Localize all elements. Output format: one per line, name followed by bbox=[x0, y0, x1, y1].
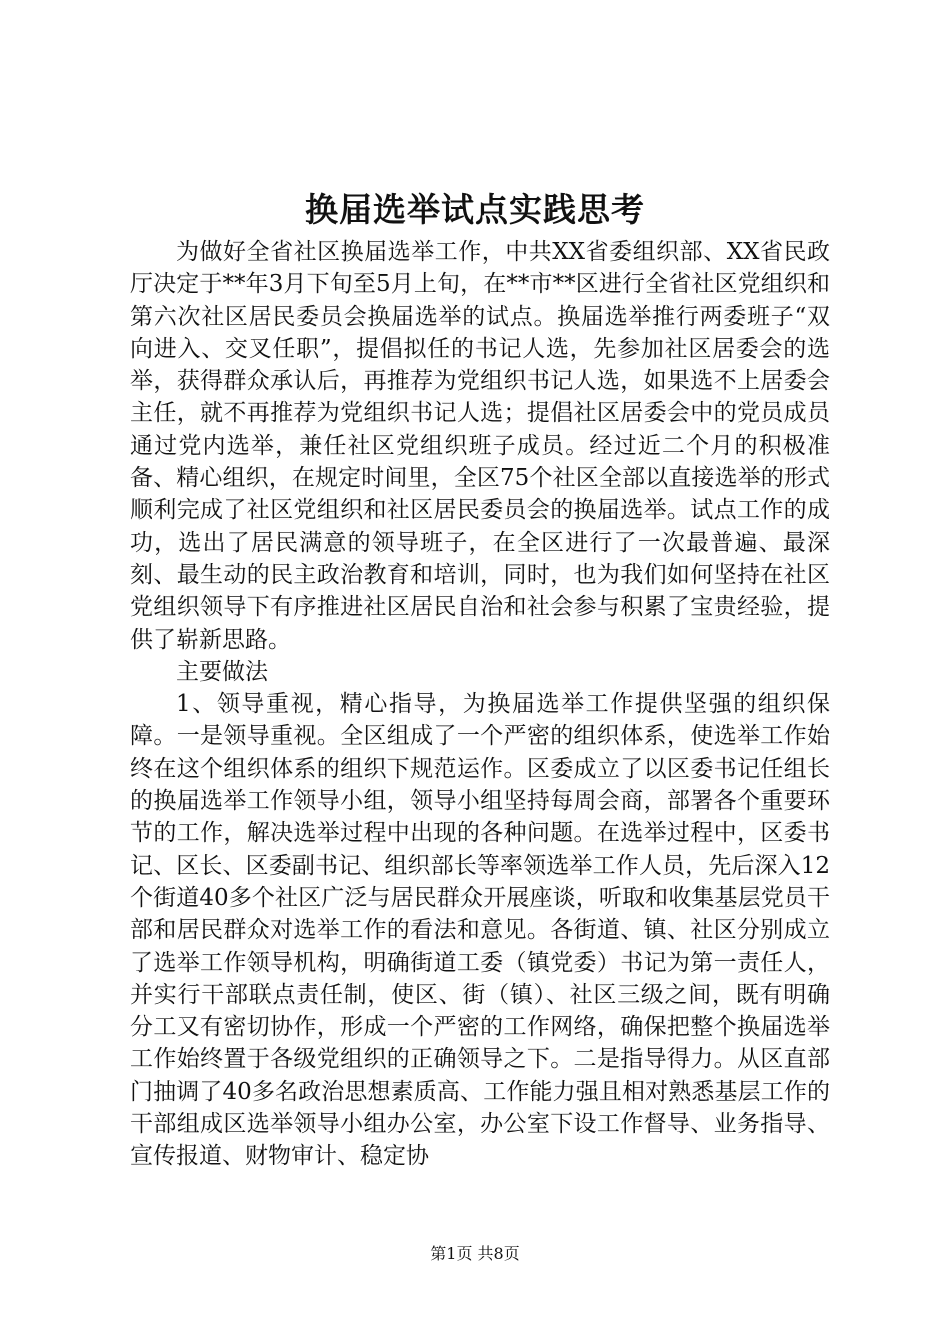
section-heading-main-practices: 主要做法 bbox=[176, 658, 268, 685]
paragraph-leadership: 1、领导重视，精心指导，为换届选举工作提供坚强的组织保障。一是领导重视。全区组成了一个严密的组织体系，使选举工作始终在这个组织体系的组织下规范运作。区委成立了以区委书记任组长的换届选举工作领导小组，领导小组坚持每周会商，部署各个重要环节的工作，解决选举过程中出现的各种问题。在选举过程中，区委书记、区长、区委副书记、组织部长等率领选举工作人员，先后深入12个街道40多个社区广泛与居民群众开展座谈，听取和收集基层党员干部和居民群众对选举工作的看法和意见。各街道、镇、社区分别成立了选举工作领导机构，明确街道工委（镇党委）书记为第一责任人，并实行干部联点责任制，使区、街（镇）、社区三级之间，既有明确分工又有密切协作，形成一个严密的工作网络，确保把整个换届选举工作始终置于各级党组织的正确领导之下。二是指导得力。从区直部门抽调了40多名政治思想素质高、工作能力强且相对熟悉基层工作的干部组成区选举领导小组办公室，办公室下设工作督导、业务指导、宣传报道、财物审计、稳定协 bbox=[130, 691, 830, 1170]
document-title: 换届选举试点实践思考 bbox=[305, 190, 645, 229]
paragraph-intro: 为做好全省社区换届选举工作，中共XX省委组织部、XX省民政厅决定于**年3月下旬至5月上旬，在**市**区进行全省社区党组织和第六次社区居民委员会换届选举的试点。换届选举推行两委班子“双向进入、交叉任职”，提倡拟任的书记人选，先参加社区居委会的选举，获得群众承认后，再推荐为党组织书记人选，如果选不上居委会主任，就不再推荐为党组织书记人选；提倡社区居委会中的党员成员通过党内选举，兼任社区党组织班子成员。经过近二个月的积极准备、精心组织，在规定时间里，全区75个社区全部以直接选举的形式顺利完成了社区党组织和社区居民委员会的换届选举。试点工作的成功，选出了居民满意的领导班子，在全区进行了一次最普遍、最深刻、最生动的民主政治教育和培训，同时，也为我们如何坚持在社区党组织领导下有序推进社区居民自治和社会参与积累了宝贵经验，提供了崭新思路。 bbox=[130, 239, 830, 653]
page-footer: 第1页 共8页 bbox=[430, 1244, 520, 1263]
document-body bbox=[130, 236, 830, 1173]
